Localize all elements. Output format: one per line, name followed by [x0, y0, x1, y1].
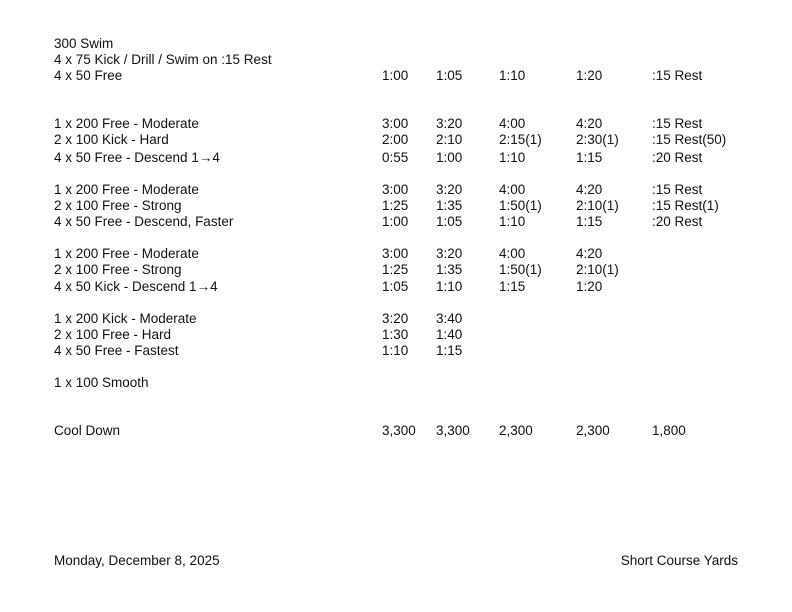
interval-group-2: 1:05	[436, 68, 463, 83]
interval-group-1: 1:00	[382, 68, 409, 83]
workout-row	[0, 182, 792, 198]
set-description: 2 x 100 Free - Hard	[54, 327, 172, 342]
set-description: 4 x 50 Free - Descend, Faster	[54, 214, 234, 229]
interval-group-2: 2:10	[436, 132, 463, 147]
interval-group-3: 1:50(1)	[499, 198, 542, 213]
interval-group-3: 4:00	[499, 182, 526, 197]
workout-row	[0, 36, 792, 52]
interval-group-1: 0:55	[382, 150, 409, 165]
set-description: 1 x 200 Free - Moderate	[54, 246, 199, 261]
interval-group-1: 3:20	[382, 311, 409, 326]
interval-group-5: :20 Rest	[652, 150, 703, 165]
set-description: 4 x 50 Free - Fastest	[54, 343, 179, 358]
interval-group-4: 1:20	[576, 68, 603, 83]
workout-row	[0, 150, 792, 166]
interval-group-2: 1:15	[436, 343, 463, 358]
interval-group-1: 3:00	[382, 246, 409, 261]
interval-group-2: 3:20	[436, 182, 463, 197]
set-description: 1 x 100 Smooth	[54, 375, 149, 390]
interval-group-4: 4:20	[576, 246, 603, 261]
interval-group-4: 4:20	[576, 182, 603, 197]
footer-date: Monday, December 8, 2025	[54, 553, 220, 568]
total-group-3: 2,300	[499, 423, 533, 438]
interval-group-1: 3:00	[382, 182, 409, 197]
workout-row	[0, 132, 792, 148]
set-description: 4 x 50 Free	[54, 68, 123, 83]
total-group-5: 1,800	[652, 423, 686, 438]
interval-group-5: :15 Rest(50)	[652, 132, 727, 147]
interval-group-5: :15 Rest(1)	[652, 198, 719, 213]
interval-group-4: 2:10(1)	[576, 262, 619, 277]
interval-group-4: 2:30(1)	[576, 132, 619, 147]
set-description: 2 x 100 Kick - Hard	[54, 132, 169, 147]
interval-group-2: 3:40	[436, 311, 463, 326]
workout-row	[0, 68, 792, 84]
set-description: 1 x 200 Free - Moderate	[54, 182, 199, 197]
interval-group-3: 1:50(1)	[499, 262, 542, 277]
interval-group-2: 1:05	[436, 214, 463, 229]
total-group-2: 3,300	[436, 423, 470, 438]
interval-group-2: 3:20	[436, 246, 463, 261]
set-description: Cool Down	[54, 423, 121, 438]
interval-group-4: 1:20	[576, 279, 603, 294]
total-group-1: 3,300	[382, 423, 416, 438]
interval-group-1: 2:00	[382, 132, 409, 147]
interval-group-3: 1:10	[499, 68, 526, 83]
interval-group-5: :20 Rest	[652, 214, 703, 229]
interval-group-1: 3:00	[382, 116, 409, 131]
workout-row	[0, 375, 792, 391]
workout-row	[0, 343, 792, 359]
interval-group-4: 1:15	[576, 150, 603, 165]
total-group-4: 2,300	[576, 423, 610, 438]
workout-row	[0, 52, 792, 68]
workout-row	[0, 262, 792, 278]
interval-group-1: 1:00	[382, 214, 409, 229]
workout-row	[0, 246, 792, 262]
workout-row	[0, 198, 792, 214]
interval-group-1: 1:25	[382, 198, 409, 213]
set-description: 4 x 50 Free - Descend 1→4	[54, 150, 220, 165]
workout-row	[0, 214, 792, 230]
set-description: 4 x 75 Kick / Drill / Swim on :15 Rest	[54, 52, 272, 67]
interval-group-4: 2:10(1)	[576, 198, 619, 213]
interval-group-1: 1:05	[382, 279, 409, 294]
set-description: 1 x 200 Free - Moderate	[54, 116, 199, 131]
interval-group-5: :15 Rest	[652, 116, 703, 131]
interval-group-3: 1:15	[499, 279, 526, 294]
interval-group-4: 4:20	[576, 116, 603, 131]
workout-row	[0, 279, 792, 295]
interval-group-2: 1:35	[436, 198, 463, 213]
interval-group-2: 1:40	[436, 327, 463, 342]
footer-course: Short Course Yards	[620, 553, 738, 568]
workout-row	[0, 311, 792, 327]
interval-group-3: 4:00	[499, 246, 526, 261]
cooldown-row	[0, 423, 792, 439]
interval-group-2: 1:00	[436, 150, 463, 165]
interval-group-3: 4:00	[499, 116, 526, 131]
interval-group-3: 1:10	[499, 150, 526, 165]
interval-group-1: 1:30	[382, 327, 409, 342]
interval-group-2: 3:20	[436, 116, 463, 131]
set-description: 300 Swim	[54, 36, 114, 51]
set-description: 2 x 100 Free - Strong	[54, 198, 182, 213]
workout-row	[0, 327, 792, 343]
workout-row	[0, 116, 792, 132]
interval-group-2: 1:35	[436, 262, 463, 277]
interval-group-1: 1:10	[382, 343, 409, 358]
interval-group-3: 1:10	[499, 214, 526, 229]
set-description: 1 x 200 Kick - Moderate	[54, 311, 197, 326]
interval-group-5: :15 Rest	[652, 68, 703, 83]
interval-group-3: 2:15(1)	[499, 132, 542, 147]
interval-group-5: :15 Rest	[652, 182, 703, 197]
set-description: 2 x 100 Free - Strong	[54, 262, 182, 277]
interval-group-2: 1:10	[436, 279, 463, 294]
interval-group-1: 1:25	[382, 262, 409, 277]
set-description: 4 x 50 Kick - Descend 1→4	[54, 279, 218, 294]
interval-group-4: 1:15	[576, 214, 603, 229]
